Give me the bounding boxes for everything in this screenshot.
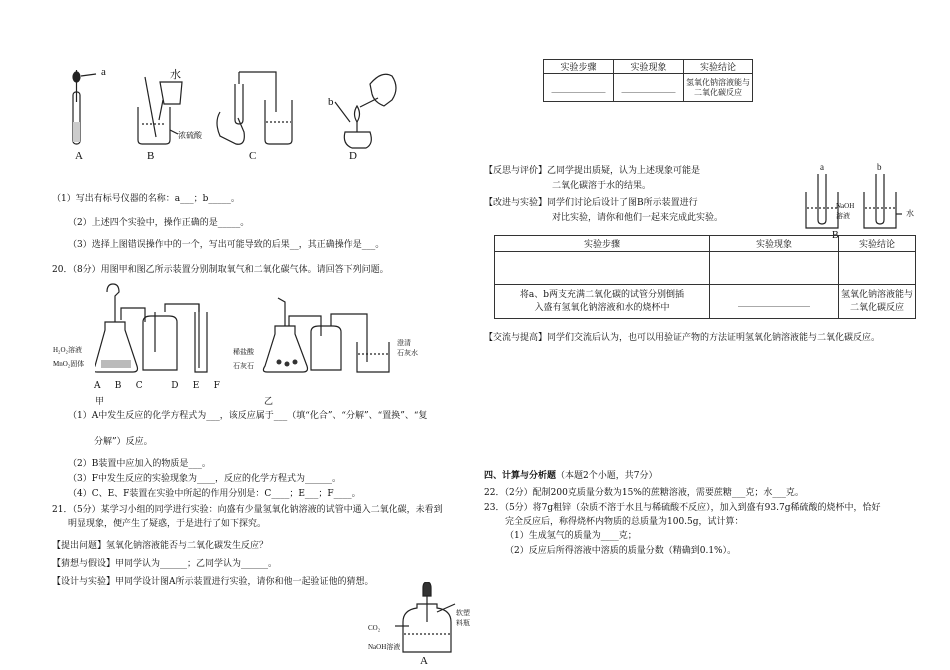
label-jia: 甲 bbox=[95, 397, 105, 407]
q23-line-2: 完全反应后，称得烧杯内物质的总质量为100.5g，试计算： bbox=[505, 517, 744, 527]
fig-label-water: 水 bbox=[170, 69, 181, 81]
apparatus-letters: A B C D E F bbox=[94, 381, 220, 391]
table1-header-conclusion: 实验结论 bbox=[684, 60, 753, 74]
fig-label-conc-acid: 浓硫酸 bbox=[178, 131, 202, 140]
label-limewater-2: 石灰水 bbox=[397, 349, 418, 357]
label-naoh-solution: NaOH溶液 bbox=[368, 643, 401, 651]
q21-intro-2: 明显现象，便产生了疑惑，于是进行了如下探究。 bbox=[68, 519, 267, 529]
q20-item-1b: 分解”）反应。 bbox=[94, 437, 153, 447]
fig-b-label-b: b bbox=[877, 162, 882, 172]
fig-caption-c: C bbox=[249, 150, 257, 162]
fig-caption-a: A bbox=[75, 150, 83, 162]
q21-intro-1: 21．（5分）某学习小组的同学进行实验：向盛有少量氢氧化钠溶液的试管中通入二氧化碳，未看到 bbox=[52, 505, 443, 515]
fig-b-naoh-1: NaOH bbox=[836, 202, 855, 210]
q21-question: 【提出问题】氢氧化钠溶液能否与二氧化碳发生反应？ bbox=[52, 541, 269, 551]
table2-r2-step: 将a、b两支充满二氧化碳的试管分别倒插入盛有氢氧化钠溶液和水的烧杯中 bbox=[495, 285, 710, 319]
figure-b-comparison bbox=[800, 170, 910, 232]
fig-b-label-a: a bbox=[820, 162, 824, 172]
label-co2: CO₂ bbox=[368, 624, 381, 632]
figure-gas-apparatus bbox=[95, 282, 420, 382]
table2-r2-phenomenon[interactable]: ________________ bbox=[710, 285, 839, 319]
q23-line-3: （1）生成氢气的质量为____克； bbox=[505, 531, 637, 541]
reflect-line-1: 【反思与评价】乙同学提出质疑，认为上述现象可能是 bbox=[484, 166, 701, 176]
fig-c-airtight bbox=[217, 72, 292, 144]
fig-b-caption: B bbox=[832, 230, 839, 241]
table1-cell-step[interactable]: ____________ bbox=[544, 74, 614, 102]
q22-text: 22．（2分）配制200克质量分数为15%的蔗糖溶液，需要蔗糖___克；水___克。 bbox=[484, 488, 804, 498]
label-bottle-1: 软塑 bbox=[456, 609, 470, 617]
fig-caption-b: B bbox=[147, 150, 155, 162]
result-table-b bbox=[494, 235, 916, 319]
part4-title-note: （本题2个小题，共7分） bbox=[556, 471, 658, 481]
q20-item-1a: （1）A中发生反应的化学方程式为___，该反应属于___（填“化合”、“分解”、“置换”、“复 bbox=[68, 411, 428, 421]
fig-caption-d: D bbox=[349, 150, 357, 162]
q20-item-2: （2）B装置中应加入的物质是___。 bbox=[68, 459, 211, 469]
q23-line-1: 23．（5分）将7g粗锌（杂质不溶于水且与稀硫酸不反应），加入到盛有93.7g稀硫酸的烧杯中，恰好 bbox=[484, 503, 881, 513]
fig-label-a-mark: a bbox=[101, 66, 106, 78]
q20-item-4: （4）C、E、F装置在实验中所起的作用分别是：C____；E___；F____。 bbox=[68, 489, 361, 499]
q21-guess: 【猜想与假设】甲同学认为______；乙同学认为______。 bbox=[52, 559, 278, 569]
fig-a-caption: A bbox=[420, 655, 428, 667]
fig-d-lamp bbox=[335, 74, 396, 148]
table1-cell-phenomenon[interactable]: ____________ bbox=[614, 74, 684, 102]
table2-header-step: 实验步骤 bbox=[495, 236, 710, 252]
fig-b-naoh-2: 溶液 bbox=[836, 212, 850, 220]
fig-b-dilution bbox=[138, 77, 182, 144]
improve-line-1: 【改进与实验】同学们讨论后设计了图B所示装置进行 bbox=[484, 198, 698, 208]
table2-r2-conclusion: 氢氧化钠溶液能与二氧化碳反应 bbox=[839, 285, 916, 319]
reflect-line-2: 二氧化碳溶于水的结果。 bbox=[552, 181, 652, 191]
q20-intro: 20．（8分）用图甲和图乙所示装置分别制取氧气和二氧化碳气体。请回答下列问题。 bbox=[52, 265, 389, 275]
label-yi: 乙 bbox=[264, 397, 274, 407]
q19-item-3: （3）选择上图错误操作中的一个，写出可能导致的后果__，其正确操作是___。 bbox=[68, 240, 385, 250]
table2-r1-conclusion[interactable] bbox=[839, 252, 916, 285]
label-h2o2: H₂O₂溶液 bbox=[53, 346, 82, 354]
table2-r1-step[interactable] bbox=[495, 252, 710, 285]
table2-header-phenomenon: 实验现象 bbox=[710, 236, 839, 252]
result-table-a bbox=[543, 59, 753, 102]
fig-a-dropper bbox=[73, 70, 96, 144]
label-limestone: 石灰石 bbox=[233, 362, 254, 370]
exchange-text: 【交流与提高】同学们交流后认为，也可以用验证产物的方法证明氢氧化钠溶液能与二氧化碳反应。 bbox=[484, 333, 881, 343]
q21-design: 【设计与实验】甲同学设计图A所示装置进行实验，请你和他一起验证他的猜想。 bbox=[52, 577, 374, 587]
part4-heading bbox=[484, 470, 657, 482]
fig-label-b-mark: b bbox=[328, 96, 334, 108]
q20-item-3: （3）F中发生反应的实验现象为____，反应的化学方程式为______。 bbox=[68, 474, 341, 484]
table1-header-phenomenon: 实验现象 bbox=[614, 60, 684, 74]
improve-line-2: 对比实验，请你和他们一起来完成此实验。 bbox=[552, 213, 724, 223]
label-mno2: MnO₂固体 bbox=[53, 360, 85, 368]
table1-cell-conclusion: 氢氧化钠溶液能与二氧化碳反应 bbox=[684, 74, 753, 102]
table2-r1-phenomenon[interactable] bbox=[710, 252, 839, 285]
part4-title: 四、计算与分析题 bbox=[484, 471, 557, 481]
table1-header-step: 实验步骤 bbox=[544, 60, 614, 74]
q23-line-4: （2）反应后所得溶液中溶质的质量分数（精确到0.1%）。 bbox=[505, 546, 737, 556]
table2-header-conclusion: 实验结论 bbox=[839, 236, 916, 252]
fig-b-water: 水 bbox=[906, 209, 914, 218]
q19-item-1: （1）写出有标号仪器的名称：a___；b_____。 bbox=[52, 194, 240, 204]
label-limewater-1: 澄清 bbox=[397, 339, 411, 347]
label-hcl: 稀盐酸 bbox=[233, 348, 254, 356]
figure-a-bottle bbox=[395, 582, 465, 657]
label-bottle-2: 料瓶 bbox=[456, 619, 470, 627]
q19-item-2: （2）上述四个实验中，操作正确的是_____。 bbox=[68, 218, 250, 228]
